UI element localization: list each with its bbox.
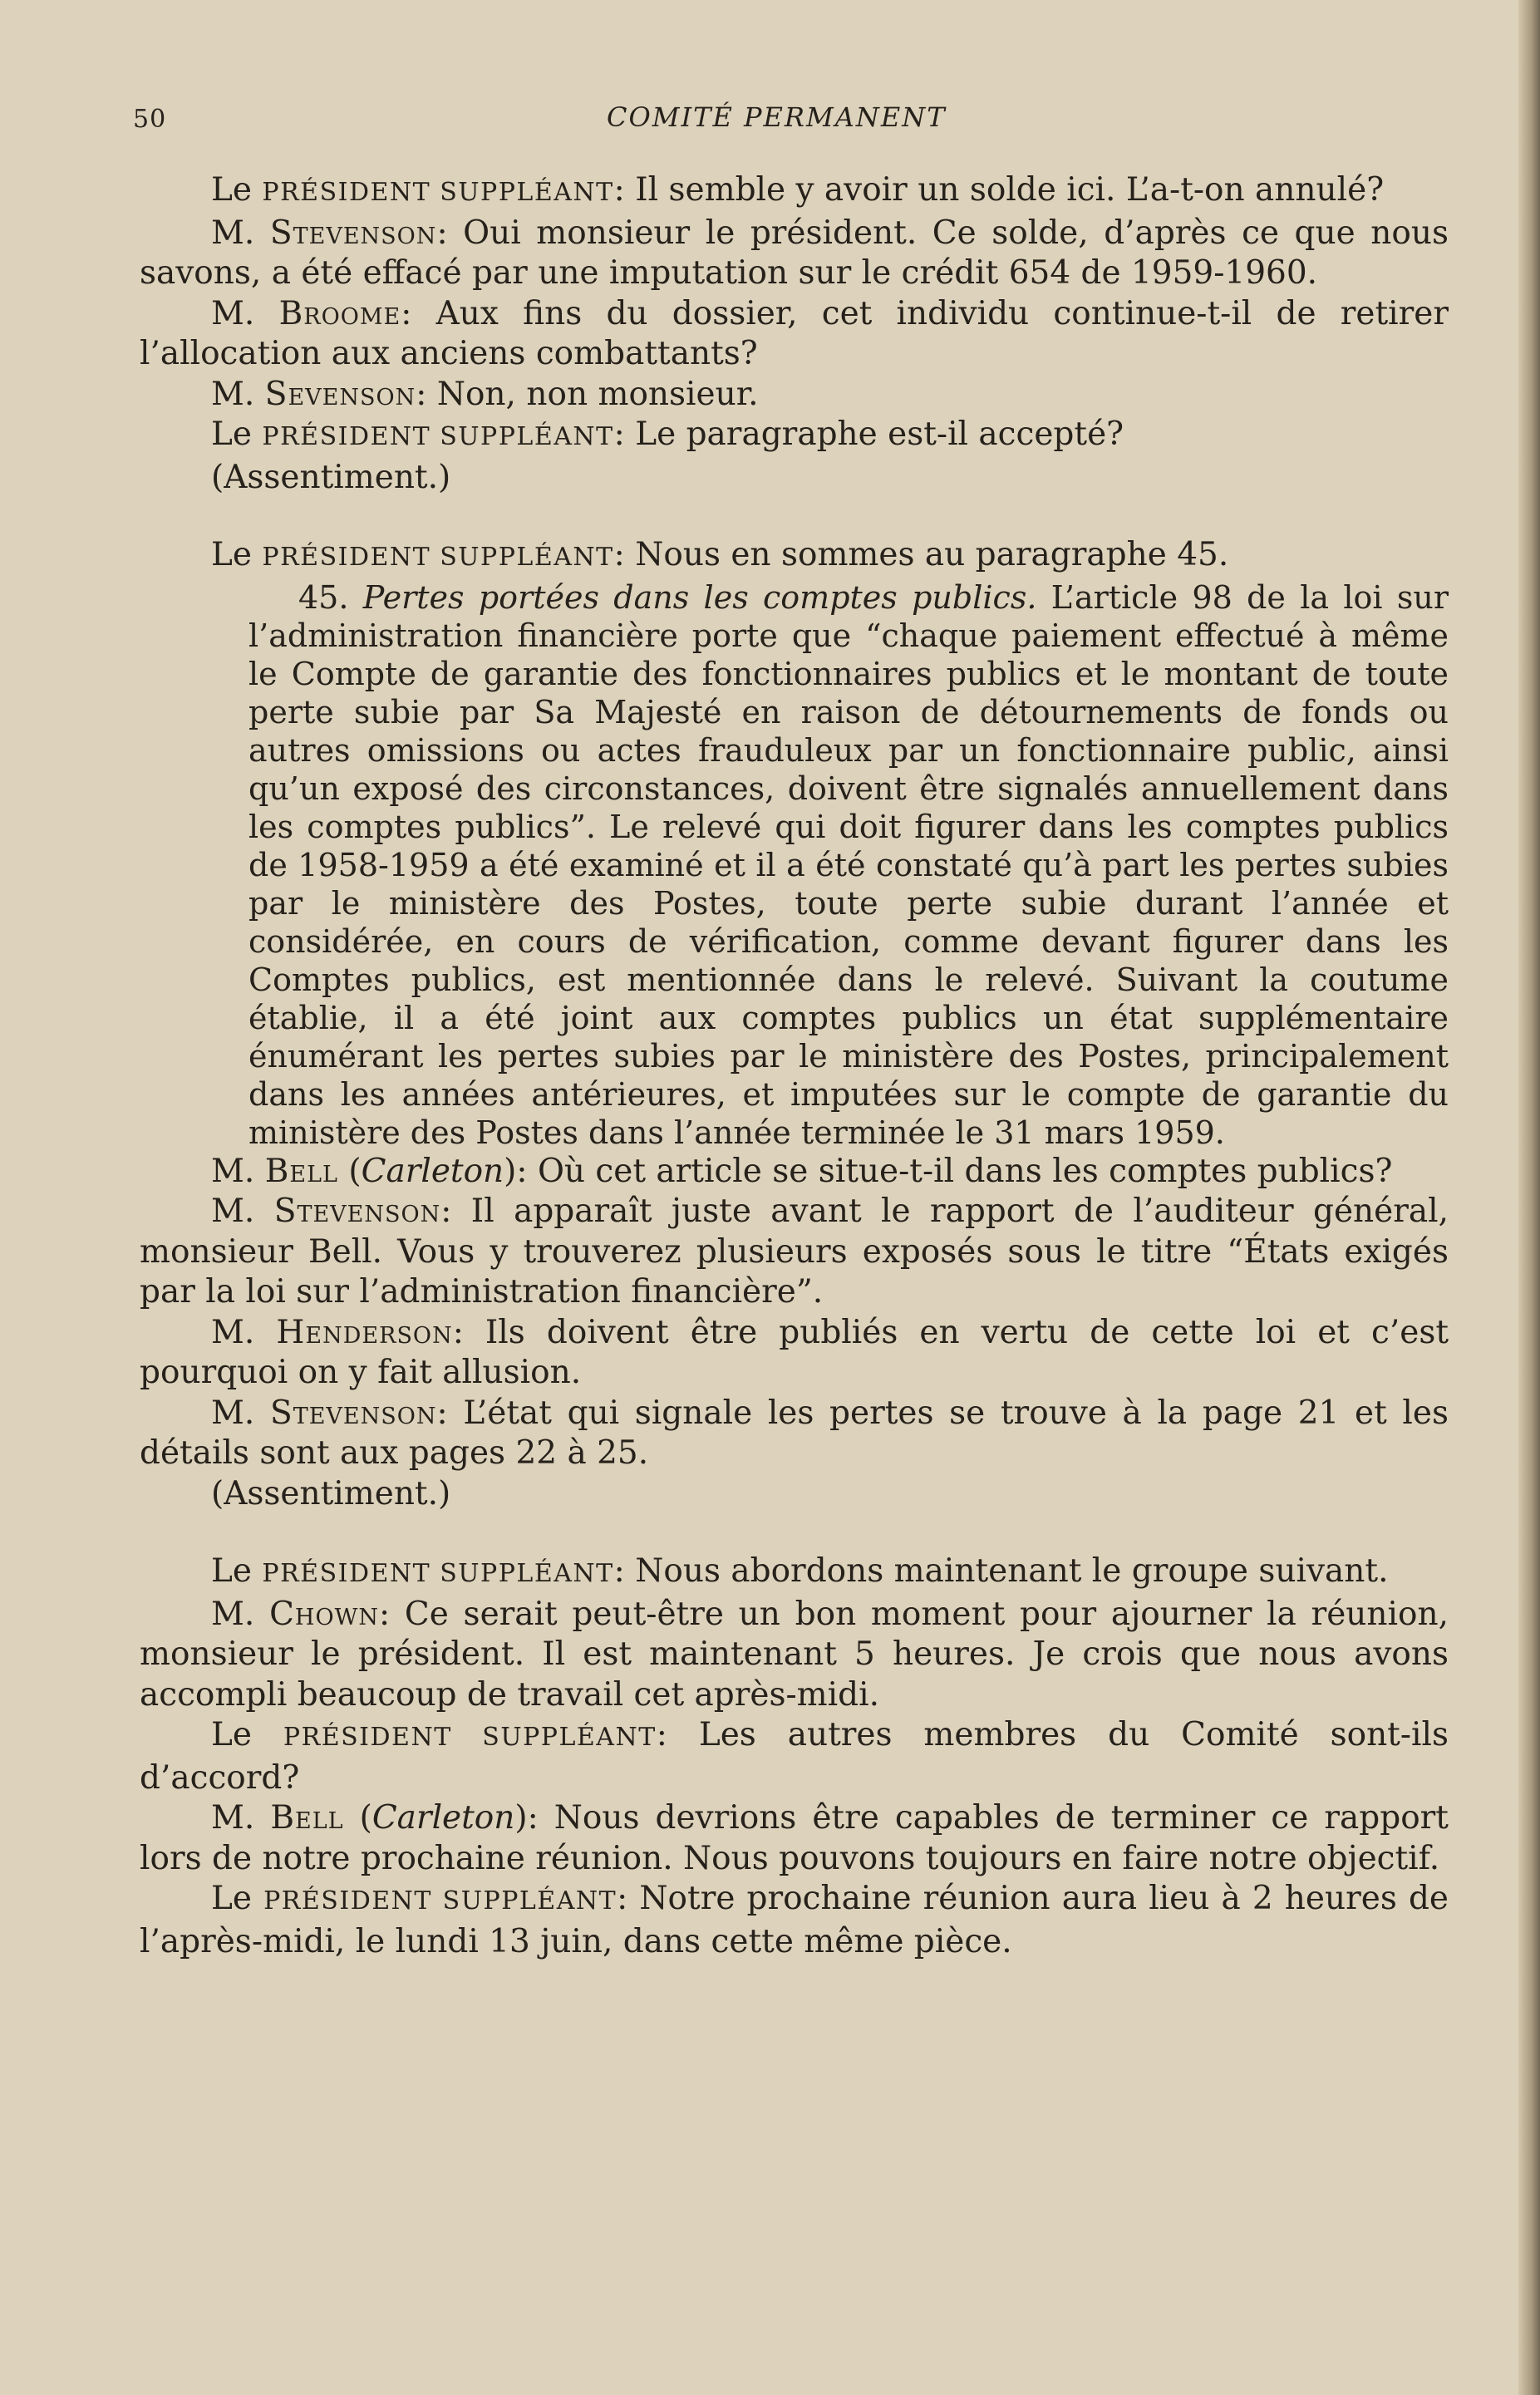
speaker-vice-chairman: PRÉSIDENT SUPPLÉANT	[263, 1886, 617, 1916]
quote-number: 45.	[298, 578, 349, 616]
speech-text: Ce serait peut-être un bon moment pour ajourner la réunion, monsieur le président. Il est maintenant 5 heures. Je crois que nous avons accompli beaucoup de travail cet après-midi.	[140, 1595, 1449, 1714]
transcript-body	[140, 170, 1449, 1962]
speaker-bell: Bell	[270, 1799, 344, 1837]
speech-text: Notre prochaine réunion aura lieu à 2 heures de l’après-midi, le lundi 13 juin, dans cette même pièce.	[140, 1880, 1449, 1960]
speaker-vice-chairman: PRÉSIDENT SUPPLÉANT	[262, 178, 614, 207]
paragraph: M. Sevenson: Non, non monsieur.	[211, 375, 759, 413]
speaker-stevenson: Stevenson	[270, 1394, 437, 1432]
paragraph: M. Stevenson: Oui monsieur le président. Ce solde, d’après ce que nous savons, a été effacé par une imputation sur le crédit 654 de 1959-1960.	[140, 214, 1449, 292]
speaker-vice-chairman: PRÉSIDENT SUPPLÉANT	[262, 1559, 614, 1588]
paragraph: Le PRÉSIDENT SUPPLÉANT: Nous abordons maintenant le groupe suivant.	[211, 1552, 1389, 1590]
speaker-stevenson: Stevenson	[273, 1193, 441, 1230]
page-number: 50	[133, 105, 167, 134]
speech-text: Où cet article se situe-t-il dans les comptes publics?	[537, 1152, 1393, 1190]
running-head: COMITÉ PERMANENT	[607, 101, 947, 133]
speaker-vice-chairman: PRÉSIDENT SUPPLÉANT	[283, 1723, 657, 1752]
quote-title: Pertes portées dans les comptes publics.	[362, 578, 1037, 616]
speaker-sevenson: Sevenson	[264, 375, 416, 413]
paragraph: M. Bell (Carleton): Nous devrions être capables de terminer ce rapport lors de notre prochaine réunion. Nous pouvons toujours en faire notre objectif.	[140, 1799, 1449, 1877]
speech-text: L’état qui signale les pertes se trouve à la page 21 et les détails sont aux pages 22 à 25.	[140, 1394, 1449, 1472]
speech-text: Nous abordons maintenant le groupe suivant.	[635, 1552, 1389, 1590]
paragraph: Le PRÉSIDENT SUPPLÉANT: Le paragraphe est-il accepté?	[211, 416, 1124, 453]
speech-text: Il apparaît juste avant le rapport de l’auditeur général, monsieur Bell. Vous y trouverez plusieurs exposés sous le titre “États exigés par la loi sur l’administration financière”.	[140, 1193, 1449, 1311]
speech-text: Le paragraphe est-il accepté?	[635, 416, 1124, 453]
paragraph: M. Chown: Ce serait peut-être un bon moment pour ajourner la réunion, monsieur le président. Il est maintenant 5 heures. Je crois que nous avons accompli beaucoup de travail cet après-midi.	[140, 1595, 1449, 1714]
paragraph: M. Henderson: Ils doivent être publiés en vertu de cette loi et c’est pourquoi on y fait allusion.	[140, 1313, 1449, 1391]
paragraph: M. Bell (Carleton): Où cet article se situe-t-il dans les comptes publics?	[211, 1152, 1393, 1190]
assent-note: (Assentiment.)	[211, 458, 451, 496]
speech-text: Nous devrions être capables de terminer ce rapport lors de notre prochaine réunion. Nous pouvons toujours en faire notre objectif.	[140, 1799, 1449, 1877]
quoted-paragraph-45	[248, 578, 1449, 1152]
speech-text: Aux fins du dossier, cet individu continue-t-il de retirer l’allocation aux anciens combattants?	[140, 294, 1449, 372]
speaker-henderson: Henderson	[276, 1313, 453, 1351]
speaker-stevenson: Stevenson	[269, 214, 437, 252]
speech-text: Les autres membres du Comité sont-ils d’accord?	[140, 1716, 1449, 1797]
speech-text: Il semble y avoir un solde ici. L’a-t-on annulé?	[635, 171, 1385, 209]
paragraph: M. Stevenson: L’état qui signale les pertes se trouve à la page 21 et les détails sont aux pages 22 à 25.	[140, 1394, 1449, 1472]
paragraph: Le PRÉSIDENT SUPPLÉANT: Nous en sommes au paragraphe 45.	[211, 536, 1229, 573]
paragraph: M. Broome: Aux fins du dossier, cet individu continue-t-il de retirer l’allocation aux anciens combattants?	[140, 294, 1449, 372]
speech-text: Ils doivent être publiés en vertu de cette loi et c’est pourquoi on y fait allusion.	[140, 1313, 1449, 1391]
page-edge-shadow	[1518, 0, 1540, 2395]
speaker-vice-chairman: PRÉSIDENT SUPPLÉANT	[262, 422, 614, 451]
quote-text: L’article 98 de la loi sur l’administration financière porte que “chaque paiement effectué à même le Compte de garantie des fonctionnaires publics et le montant de toute perte subie par Sa Majesté en raison de détournements de fonds ou autres omissions ou actes frauduleux par un fonctionnaire public, ainsi qu’un exposé des circonstances, doivent être signalés annuellement dans les comptes publics”. Le relevé qui doit figurer dans les comptes publics de 1958-1959 a été examiné et il a été constaté qu’à part les pertes subies par le ministère des Postes, toute perte subie durant l’année et considérée, en cours de vérification, comme devant figurer dans les Comptes publics, est mentionnée dans le relevé. Suivant la coutume établie, il a été joint aux comptes publics un état supplémentaire énumérant les pertes subies par le ministère des Postes, principalement dans les années antérieures, et imputées sur le compte de garantie du ministère des Postes dans l’année terminée le 31 mars 1959.	[248, 578, 1449, 1151]
speech-text: Nous en sommes au paragraphe 45.	[635, 536, 1229, 573]
paragraph: Le PRÉSIDENT SUPPLÉANT: Il semble y avoir un solde ici. L’a-t-on annulé?	[211, 171, 1385, 209]
speech-text: Non, non monsieur.	[436, 375, 759, 413]
assent-note: (Assentiment.)	[211, 1474, 451, 1512]
speaker-chown: Chown	[269, 1595, 379, 1633]
paragraph: Le PRÉSIDENT SUPPLÉANT: Notre prochaine réunion aura lieu à 2 heures de l’après-midi, le lundi 13 juin, dans cette même pièce.	[140, 1880, 1449, 1960]
speaker-broome: Broome	[278, 294, 401, 332]
riding-carleton: Carleton	[371, 1799, 515, 1837]
riding-carleton: Carleton	[361, 1152, 504, 1190]
paragraph: M. Stevenson: Il apparaît juste avant le rapport de l’auditeur général, monsieur Bell. Vous y trouverez plusieurs exposés sous le titre “États exigés par la loi sur l’administration financière”.	[140, 1193, 1449, 1311]
speaker-bell: Bell	[264, 1152, 338, 1190]
speech-text: Oui monsieur le président. Ce solde, d’après ce que nous savons, a été effacé par une imputation sur le crédit 654 de 1959-1960.	[140, 214, 1449, 292]
paragraph: Le PRÉSIDENT SUPPLÉANT: Les autres membres du Comité sont-ils d’accord?	[140, 1716, 1449, 1797]
speaker-vice-chairman: PRÉSIDENT SUPPLÉANT	[262, 543, 614, 572]
page-header	[133, 98, 1446, 140]
